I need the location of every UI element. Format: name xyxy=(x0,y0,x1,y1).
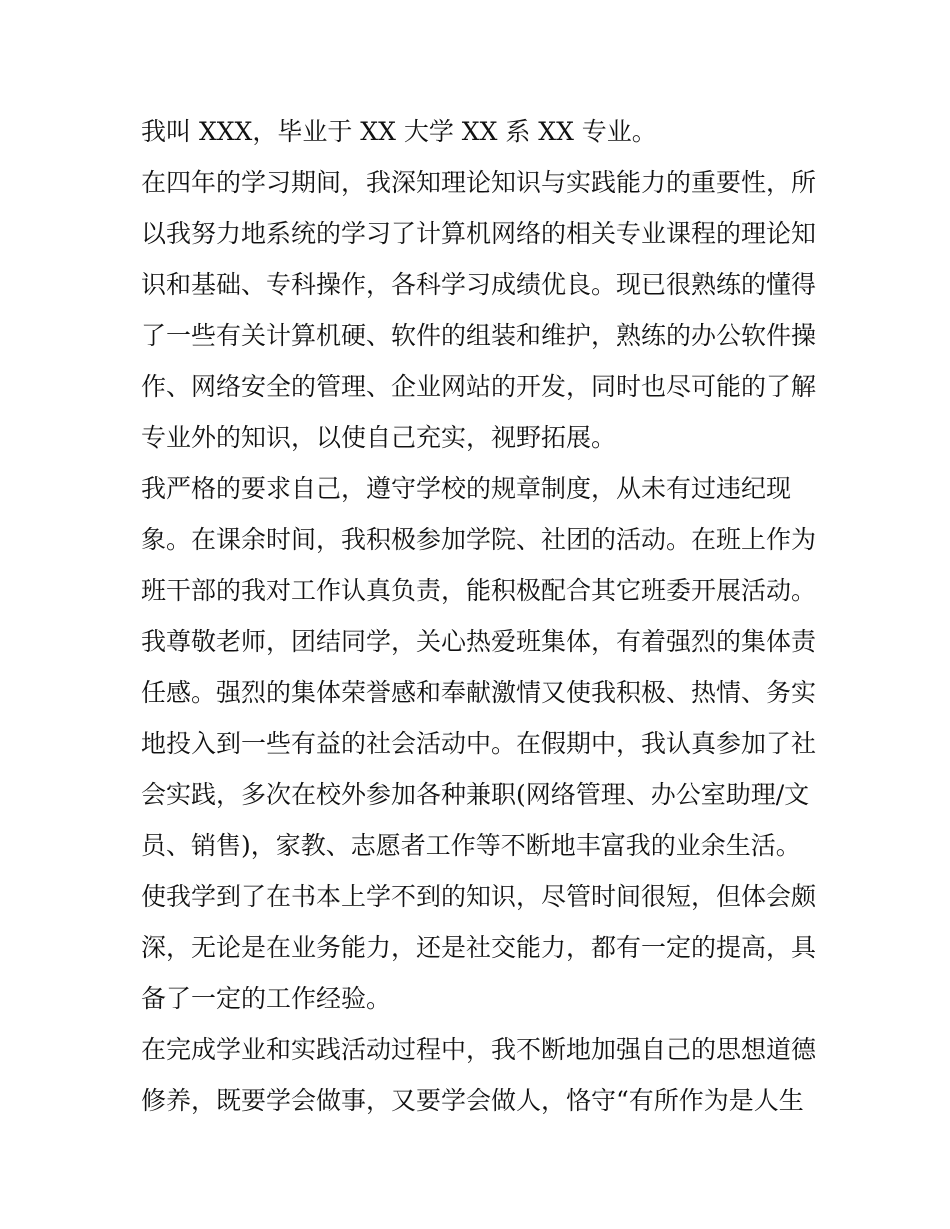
text-line: 我严格的要求自己，遵守学校的规章制度，从未有过违纪现 xyxy=(141,474,792,503)
text-line: 专业外的知识，以使自己充实，视野拓展。 xyxy=(141,423,617,452)
text-line: 识和基础、专科操作，各科学习成绩优良。现已很熟练的懂得 xyxy=(141,270,817,299)
text-line: 在完成学业和实践活动过程中，我不断地加强自己的思想道德 xyxy=(141,1035,817,1064)
text-line: 了一些有关计算机硬、软件的组装和维护，熟练的办公软件操 xyxy=(141,321,817,350)
text-line: 深，无论是在业务能力，还是社交能力，都有一定的提高，具 xyxy=(141,933,817,962)
text-line: 以我努力地系统的学习了计算机网络的相关专业课程的理论知 xyxy=(141,219,817,248)
text-line: 任感。强烈的集体荣誉感和奉献激情又使我积极、热情、务实 xyxy=(141,678,817,707)
text-line: 会实践，多次在校外参加各种兼职(网络管理、办公室助理/文 xyxy=(141,780,810,809)
text-line: 在四年的学习期间，我深知理论知识与实践能力的重要性，所 xyxy=(141,168,817,197)
text-line: 作、网络安全的管理、企业网站的开发，同时也尽可能的了解 xyxy=(141,372,817,401)
text-line: 地投入到一些有益的社会活动中。在假期中，我认真参加了社 xyxy=(141,729,817,758)
text-line: 备了一定的工作经验。 xyxy=(141,984,392,1013)
text-line: 员、销售)，家教、志愿者工作等不断地丰富我的业余生活。 xyxy=(141,831,801,860)
text-line: 象。在课余时间，我积极参加学院、社团的活动。在班上作为 xyxy=(141,525,817,554)
document-body xyxy=(141,106,821,1126)
text-line: 使我学到了在书本上学不到的知识，尽管时间很短，但体会颇 xyxy=(141,882,817,911)
text-line: 班干部的我对工作认真负责，能积极配合其它班委开展活动。 xyxy=(141,576,817,605)
text-line: 修养，既要学会做事，又要学会做人，恪守“有所作为是人生 xyxy=(141,1086,804,1115)
text-line: 我尊敬老师，团结同学，关心热爱班集体，有着强烈的集体责 xyxy=(141,627,817,656)
text-line: 我叫 XXX，毕业于 XX 大学 XX 系 XX 专业。 xyxy=(141,117,657,146)
